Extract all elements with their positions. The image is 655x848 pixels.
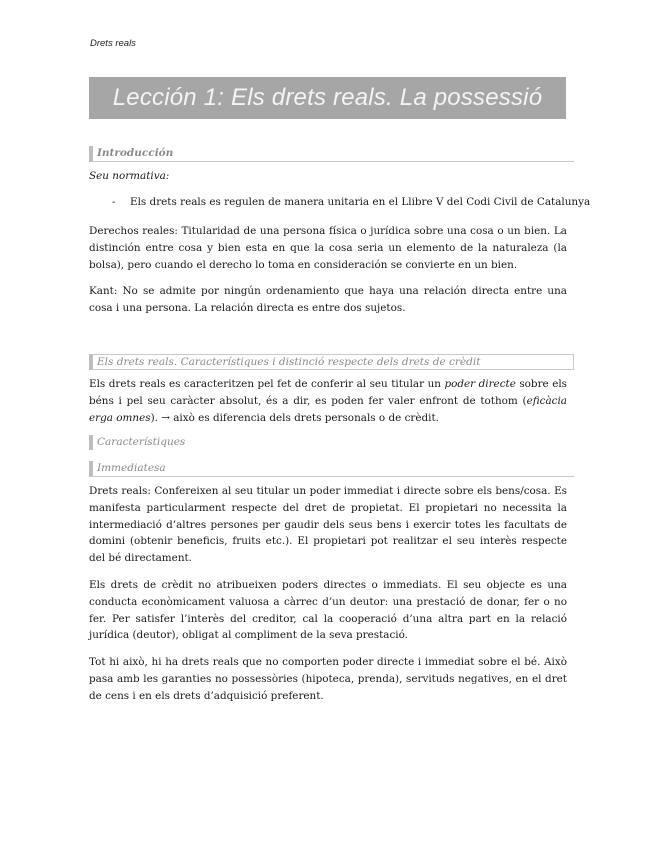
bullet-dash-icon: -: [112, 196, 116, 208]
seu-normativa-label: Seu normativa:: [89, 170, 170, 182]
text-run: sobre els béns i pel seu caràcter absolut, és a dir, es poden fer valer enfront de tothom (: [89, 378, 567, 407]
text-run: ). → això es diferencia dels drets personals o de crèdit.: [150, 411, 439, 424]
paragraph-kant: Kant: No se admite por ningún ordenamiento que haya una relación directa entre una cosa i una persona. La relación directa es entre dos sujetos.: [89, 285, 567, 314]
section-heading-immediatesa: Immediatesa: [89, 461, 574, 477]
paragraph-caracteritzen: [89, 376, 567, 426]
lesson-title-banner: [89, 77, 566, 119]
section-heading-caracteristiques-distincio: Els drets reals. Característiques i distinció respecte dels drets de crèdit: [89, 354, 574, 370]
lesson-title: Lección 1: Els drets reals. La possessió: [112, 84, 543, 111]
paragraph-immediatesa-3: Tot hi això, hi ha drets reals que no comporten poder directe i immediat sobre el bé. Això pasa amb les garanties no possessòries (hipoteca, prenda), servituds negatives, en el dret de cens i en els drets d’adquisició preferent.: [89, 656, 567, 702]
list-item: [112, 194, 590, 211]
emphasis-erga-omnes: eficàcia erga omnes: [89, 394, 567, 424]
section-heading-introduccion: Introducción: [89, 146, 574, 162]
section-heading-caracteristiques: Característiques: [89, 435, 574, 450]
text-run: Els drets reals es caracteritzen pel fet de conferir al seu titular un: [89, 378, 445, 390]
paragraph-immediatesa-2: Els drets de crèdit no atribueixen poders directes o immediats. El seu objecte es una conducta econòmicament valuosa a càrrec d’un deutor: una prestació de donar, fer o no fer. Per satisfer l’interès del creditor, cal la cooperació d’una altra part en la relació jurídica (deutor), obligat al compliment de la seva prestació.: [89, 579, 567, 642]
list-item-text: Els drets reals es regulen de manera unitaria en el Llibre V del Codi Civil de Catalunya: [130, 196, 591, 208]
running-header: Drets reals: [90, 38, 136, 49]
paragraph-immediatesa-1: Drets reals: Confereixen al seu titular un poder immediat i directe sobre els bens/cosa. Es manifesta particularment respecte del dret de propietat. El propietari no necessita la intermediació d’altres persones per gaudir dels seus bens i exercir totes les facultats de domini (obtenir beneficis, fruits etc.). El propietari pot realitzar el seu interès respecte del bé directament.: [89, 485, 567, 565]
paragraph-derechos-reales: Derechos reales: Titularidad de una persona física o jurídica sobre una cosa o un bien. La distinción entre cosa y bien esta en que la cosa seria un elemento de la naturaleza (la bolsa), pero cuando el derecho lo toma en consideración se convierte en un bien.: [89, 225, 567, 271]
emphasis-poder-directe: poder directe: [444, 378, 516, 390]
